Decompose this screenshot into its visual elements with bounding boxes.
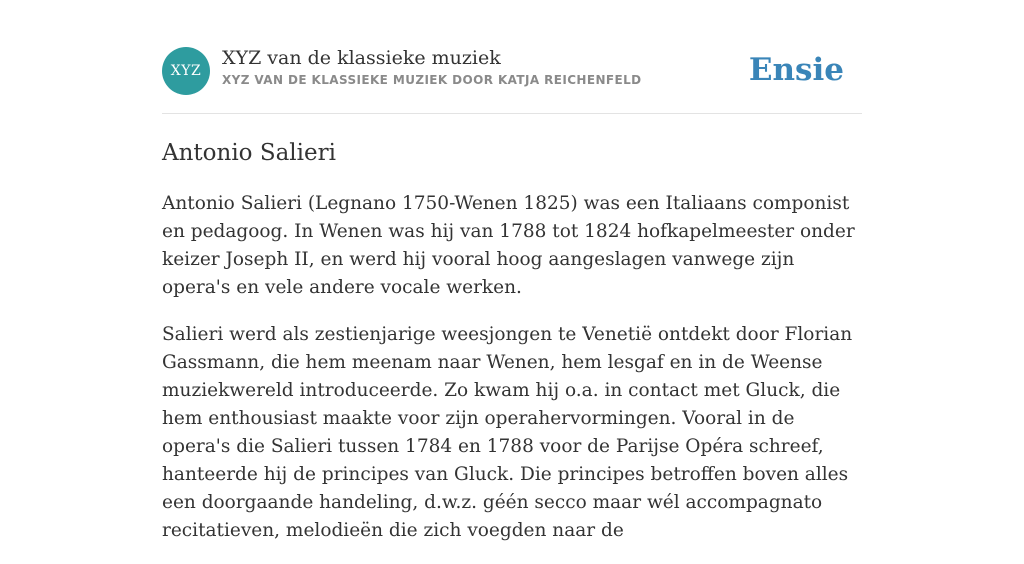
- content-container: [162, 0, 862, 541]
- site-subtitle[interactable]: XYZ VAN DE KLASSIEKE MUZIEK DOOR KATJA REICHENFELD: [222, 73, 642, 87]
- site-title-block: [222, 46, 642, 89]
- site-header: [162, 0, 862, 114]
- site-title[interactable]: XYZ van de klassieke muziek: [222, 47, 501, 69]
- article-title: Antonio Salieri: [162, 140, 336, 166]
- article-body: [162, 190, 862, 564]
- avatar[interactable]: XYZ: [162, 47, 210, 95]
- brand-logo[interactable]: Ensie: [748, 52, 844, 88]
- article-paragraph: Salieri werd als zestienjarige weesjongen te Venetië ontdekt door Florian Gassmann, die hem meenam naar Wenen, hem lesgaf en in de Weense muziekwereld introduceerde. Zo kwam hij o.a. in contact met Gluck, die hem enthousiast maakte voor zijn operahervormingen. Vooral in de opera's die Salieri tussen 1784 en 1788 voor de Parijse Opéra schreef, hanteerde hij de principes van Gluck. Die principes betroffen boven alles een doorgaande handeling, d.w.z. géén secco maar wél accompagnato recitatieven, melodieën die zich voegden naar de: [162, 324, 853, 541]
- article-paragraph: Antonio Salieri (Legnano 1750-Wenen 1825) was een Italiaans componist en pedagoog. In Wenen was hij van 1788 tot 1824 hofkapelmeester onder keizer Joseph II, en werd hij vooral hoog aangeslagen vanwege zijn opera's en vele andere vocale werken.: [162, 193, 855, 298]
